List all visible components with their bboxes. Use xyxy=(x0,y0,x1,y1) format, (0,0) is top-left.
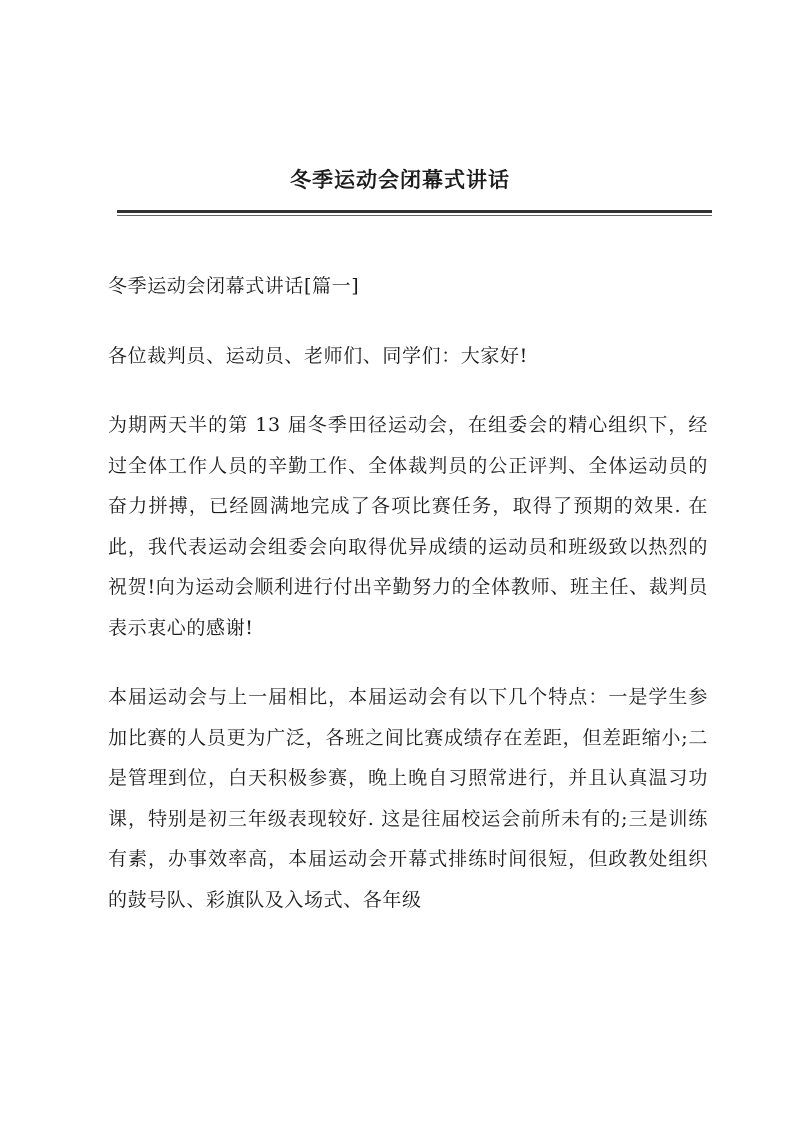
title-divider xyxy=(117,210,712,213)
title-divider-thin xyxy=(117,215,712,216)
section-heading: 冬季运动会闭幕式讲话[篇一] xyxy=(108,275,360,297)
body-paragraph-1: 为期两天半的第 13 届冬季田径运动会，在组委会的精心组织下，经过全体工作人员的辛勤工作、全体裁判员的公正评判、全体运动员的奋力拼搏，已经圆满地完成了各项比赛任务，取得了预期的效果. 在此，我代表运动会组委会向取得优异成绩的运动员和班级致以热烈的祝贺!向为运动会顺利进行付出辛勤努力的全体教师、班主任、裁判员表示衷心的感谢! xyxy=(108,414,708,639)
greeting-paragraph: 各位裁判员、运动员、老师们、同学们：大家好! xyxy=(108,344,528,367)
page-title: 冬季运动会闭幕式讲话 xyxy=(290,168,510,192)
document-body xyxy=(108,266,708,949)
body-paragraph-2: 本届运动会与上一届相比，本届运动会有以下几个特点：一是学生参加比赛的人员更为广泛，各班之间比赛成绩存在差距，但差距缩小;二是管理到位，白天积极参赛，晚上晚自习照常进行，并且认真温习功课，特别是初三年级表现较好. 这是往届校运会前所未有的;三是训练有素，办事效率高，本届运动会开幕式排练时间很短，但政教处组织的鼓号队、彩旗队及入场式、各年级 xyxy=(108,686,708,911)
